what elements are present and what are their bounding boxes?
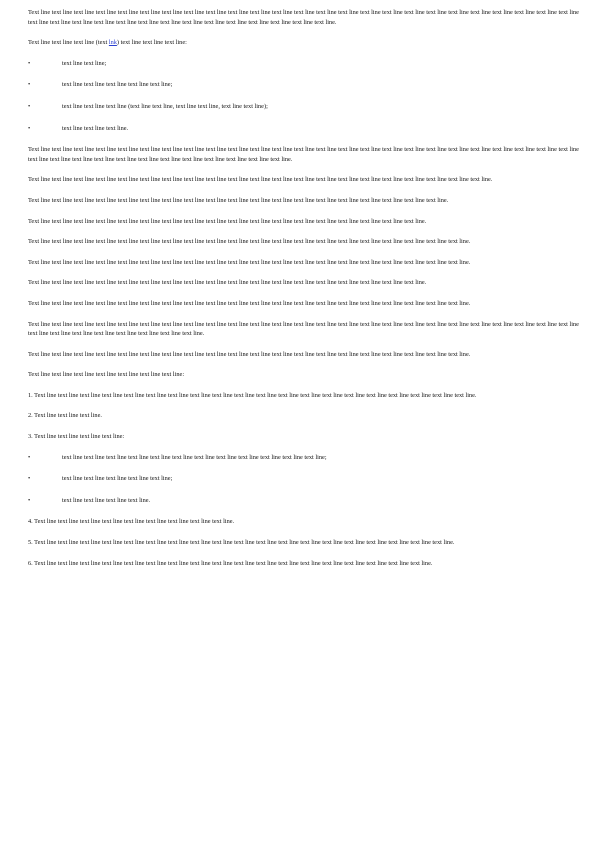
list-item-text: text line text line text line text line text line text line text line text line text line text line text line text line; [62, 453, 327, 461]
list-item-text: text line text line text line. [62, 124, 129, 132]
paragraph: 6. Text line text line text line text line text line text line text line text line text line text line text line text line text line text line text line text line text line text line. [28, 559, 433, 567]
paragraph: Text line text line text line text line text line text line text line text line text line text line text line text line text line text line text line text line text line text line text line text line text line. [28, 176, 493, 184]
list-item [28, 474, 579, 484]
list-item [28, 59, 579, 69]
bullet-mark: • [28, 453, 31, 461]
paragraph: Text line text line text line text line text line text line text line text line text line text line text line text line text line text line text line text line text line text line text line text line. [28, 238, 471, 246]
paragraph: 4. Text line text line text line text line text line text line text line text line text line. [28, 518, 235, 526]
paragraph: Text line text line text line text line text line text line text line text line text line text line text line text line text line text line text line text line text line text line text line text line. [28, 350, 471, 358]
list-item-text: text line text line text line text line text line; [62, 81, 173, 89]
list-item [28, 102, 579, 112]
paragraph: 3. Text line text line text line text line: [28, 433, 125, 441]
paragraphs-bottom [28, 517, 579, 568]
list-item [28, 496, 579, 506]
paragraph: Text line text line text line text line text line text line text line text line text line text line text line text line text line text line text line text line text line text line text line text line. [28, 299, 471, 307]
list-item [28, 453, 579, 463]
bullet-mark: • [28, 124, 31, 132]
bullet-list-1 [28, 59, 579, 133]
paragraph: Text line text line text line text line text line text line text line text line text line text line text line text line text line text line text line text line text line text line text line text line text line text line text line text line text line text line text line text line text line text line text line text line text line text line text line text line text line. [28, 146, 579, 163]
list-item [28, 124, 579, 134]
list-item [28, 80, 579, 90]
paragraph: Text line text line text line text line text line text line text line text line text line text line text line text line text line text line text line text line text line text line text line text line text line text line text line text line text line text line text line text line text line text line text line text line text line text line text line text line text line text line text line. [28, 9, 579, 26]
paragraph: Text line text line text line text line text line text line text line text line text line text line text line text line text line text line text line text line text line text line text line. [28, 196, 449, 204]
paragraph: Text line text line text line text line text line text line text line text line text line text line text line text line text line text line text line text line text line text line. [28, 217, 427, 225]
paragraph-top [28, 8, 579, 27]
paragraph: 1. Text line text line text line text line text line text line text line text line text line text line text line text line text line text line text line text line text line text line text line text line. [28, 391, 477, 399]
list-item-text: text line text line text line text line text line; [62, 475, 173, 483]
intro-text-after: ) text line text line text line: [116, 39, 187, 47]
list-item-text: text line text line; [62, 59, 107, 67]
paragraph: 2. Text line text line text line. [28, 412, 102, 420]
bullet-mark: • [28, 496, 31, 504]
intro-text-before: Text line text line text line (text [28, 39, 109, 47]
bullet-mark: • [28, 102, 31, 110]
paragraph: 5. Text line text line text line text line text line text line text line text line text line text line text line text line text line text line text line text line text line text line text line. [28, 539, 455, 547]
list-item-text: text line text line text line (text line text line, text line text line, text line text line); [62, 102, 268, 110]
bullet-mark: • [28, 81, 31, 89]
intro-paragraph [28, 38, 579, 48]
list-item-text: text line text line text line text line. [62, 496, 151, 504]
paragraph: Text line text line text line text line text line text line text line: [28, 371, 185, 379]
bullet-mark: • [28, 59, 31, 67]
paragraph: Text line text line text line text line text line text line text line text line text line text line text line text line text line text line text line text line text line text line. [28, 279, 427, 287]
paragraph: Text line text line text line text line text line text line text line text line text line text line text line text line text line text line text line text line text line text line text line text line text line text line text line text line text line text line text line text line text line text line text line text line text line. [28, 320, 579, 338]
figure-link[interactable]: lnk [108, 39, 117, 47]
bullet-list-2 [28, 453, 579, 506]
paragraphs-mid [28, 145, 579, 442]
bullet-mark: • [28, 475, 31, 483]
paragraph: Text line text line text line text line text line text line text line text line text line text line text line text line text line text line text line text line text line text line text line text line. [28, 258, 471, 266]
